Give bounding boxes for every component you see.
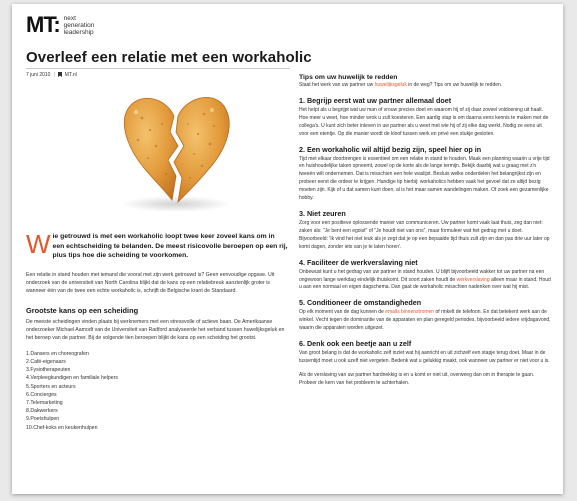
tip-text-5-post: of rinkelt de telefoon. En dat betekent werk aan de winkel. Vecht tegen de dominantie van de apparaten en plan geregeld periodes, bijvoorbeeld iedere vrijdagavond, waarin die apparaten worden uitgezet. (299, 309, 551, 332)
article-title: Overleef een relatie met een workaholic (26, 49, 312, 66)
tip-text-5 (299, 309, 551, 333)
article-date: 7 juni 2010 (26, 72, 51, 78)
title-divider (26, 68, 290, 69)
logo-tagline: next generation leadership (63, 15, 95, 36)
mt-logo[interactable] (26, 14, 94, 36)
left-paragraph-2: De meeste scheidingen vinden plaats bij werknemers met een stressvolle of actieve baan. De Amerikaanse onderzoeker Michael Aamodt van de Universiteit van Radford analyseerde het verband tussen huwelijksgeluk en het beroep van de partner. Bij de volgende tien beroepen blijkt de kans op een scheiding het grootst. (26, 318, 285, 341)
list-item: 10.Chef-koks en keukenhulpen (26, 424, 98, 431)
tip-text-3: Zorg voor een positieve oplossende manier van communiceren. Uw partner komt vaak laat thuis, zeg dan niet: zaken als: "Je bent een egoist" of "Je houdt niet van ons", maar formuleer wat het gedrag met u doet. Bijvoorbeeld: 'Ik vind het niet leuk als je zegt dat je op een bepaalde tijd thuis zult zijn en dan pas drie uur later op komt dagen, zonder iets van je te laten horen'. (299, 219, 550, 250)
tip-text-6: Van groot belang is dat de workaholic zelf inziet wat hij aanricht en uit zichzelf een stapje terug doet. Maar in de tussentijd moet u ook uzelf niet vergeten. Bedenk wat u gelukkig maakt, ook wanneer uw partner er niet voor u is. (299, 350, 550, 364)
tips-intro (299, 82, 551, 90)
list-item: 9.Poetshulpen (26, 416, 60, 423)
list-item: 2.Café-eigenaars (26, 358, 66, 365)
tip-heading-2: 2. Een workaholic wil altijd bezig zijn, speel hier op in (299, 144, 482, 154)
article-source-link[interactable]: MT.nl (64, 72, 77, 78)
bookmark-icon (58, 72, 62, 79)
article-meta (26, 72, 77, 79)
drop-cap: W (26, 229, 51, 259)
tip-text-5-pre: Op elk moment van de dag kunnen de (299, 309, 386, 316)
tips-intro-pre: Staat het werk van uw partner uw (299, 82, 375, 88)
tip-heading-5: 5. Conditioneer de omstandigheden (299, 298, 422, 308)
list-item: 6.Concierges (26, 391, 57, 398)
tip-heading-6: 6. Denk ook een beetje aan u zelf (299, 339, 412, 349)
section-heading-divorce: Grootste kans op een scheiding (26, 305, 139, 315)
link-huwelijksgeluk[interactable]: huwelijksgeluk (374, 82, 407, 88)
tip-text-1: Het helpt als u begrijpt wat uw man of vrouw precies doet en waarom hij of zij daar zoveel voldoening uit haalt. Hoe meer u weet, hoe minder wrok u zult koesteren. Een aardig stap is om daarna eens kennis te maken met de collega's. U kunt zich beter inleven in uw partner als u weet met wie hij of zij elke dag werkt. Nodig ze eens uit voor een etentje. Op die manier wordt de kloof tussen werk en privé een stukje gesloten. (299, 106, 549, 137)
logo-colon: : (53, 12, 60, 37)
link-emails[interactable]: emails binnenstromen (385, 309, 435, 316)
broken-heart-cookie-image (26, 84, 288, 214)
list-item: 5.Sporters en acteurs (26, 383, 76, 390)
intro-text: ie getrouwd is met een workaholic loopt twee keer zoveel kans om in een echtscheiding te belanden. De meest risicovolle beroepen op een rij, plus tips hoe die scheiding te voorkomen. (52, 233, 288, 260)
closing-paragraph: Als de verslaving van uw partner hardnekkig is en u komt er niet uit, overweeg dan om in therapie te gaan. Probeer de kern van het probleem te achterhalen. (299, 371, 535, 386)
list-item: 3.Fysiotherapeuten (26, 367, 71, 374)
tip-heading-4: 4. Faciliteer de werkverslaving niet (299, 257, 418, 267)
article-intro (26, 229, 288, 261)
left-paragraph-1: Een relatie in stand houden met iemand die vooral met zijn werk getrouwd is? Geen eenvoudige opgave. Uit onderzoek van de universiteit van North Carolina blijkt dat de kans op een relatiebreuk aanzienlijk groter is wanneer één van de twee een echte workaholic is, schrijft de Belgische krant de Standaard. (26, 271, 275, 294)
tip-text-2: Tijd met elkaar doorbrengen is essentieel om een relatie in stand te houden. Maak een planning waarin u vrije tijd en huishoudelijke taken opneemt, zowel op de korte als de lange termijn. Bekijk daarbij wat u graag met z'n tweeën wilt ondernemen. Dat is misschien een hele waslijst. Besluis welke onderdelen het belangrijkst zijn en probeer eerst die ordeer te krijgen. Handige tip hierbij: workaholics hebben vaak het gevoel dat ze altijd bezig moeten zijn. Kijk of u dat samen kunt doen, al is het maar samen wandelingen maken. Of zoek een gezamenlijke hobby. (299, 155, 550, 202)
profession-list (26, 350, 288, 432)
left-column (26, 84, 288, 432)
link-werkverslaving[interactable]: werkverslaving (456, 276, 490, 283)
article-page (12, 4, 563, 494)
list-item: 8.Dakwerkers (26, 408, 58, 415)
tips-intro-post: in de weg? Tips om uw huwelijk te redden. (406, 82, 503, 88)
list-item: 7.Telemarketing (26, 400, 63, 406)
tip-text-4 (299, 269, 551, 293)
list-item: 1.Dansers en choreografen (26, 350, 89, 357)
logo-mark: MT (26, 12, 54, 37)
right-column (299, 74, 551, 388)
tip-heading-1: 1. Begrijp eerst wat uw partner allemaal doet (299, 95, 452, 105)
tips-heading: Tips om uw huwelijk te redden (299, 74, 398, 81)
tip-text-4-post: alleen maar in stand. Houd u aan een normaal en eigen dagschema. Dan gaat de workaholic misschien nadenken over wat hij mist. (299, 276, 551, 291)
tip-heading-3: 3. Niet zeuren (299, 208, 346, 218)
meta-separator: | (53, 72, 55, 78)
list-item: 4.Verpleegkundigen en familiale helpers (26, 375, 118, 382)
tip-text-4-pre: Onbewust kunt u het gedrag van uw partner in stand houden. U blijft bijvoorbeeld wakker tot uw partner na een ongewoon lange werkdag eindelijk thuiskomt. Dit soort zaken houdt de (299, 268, 545, 283)
